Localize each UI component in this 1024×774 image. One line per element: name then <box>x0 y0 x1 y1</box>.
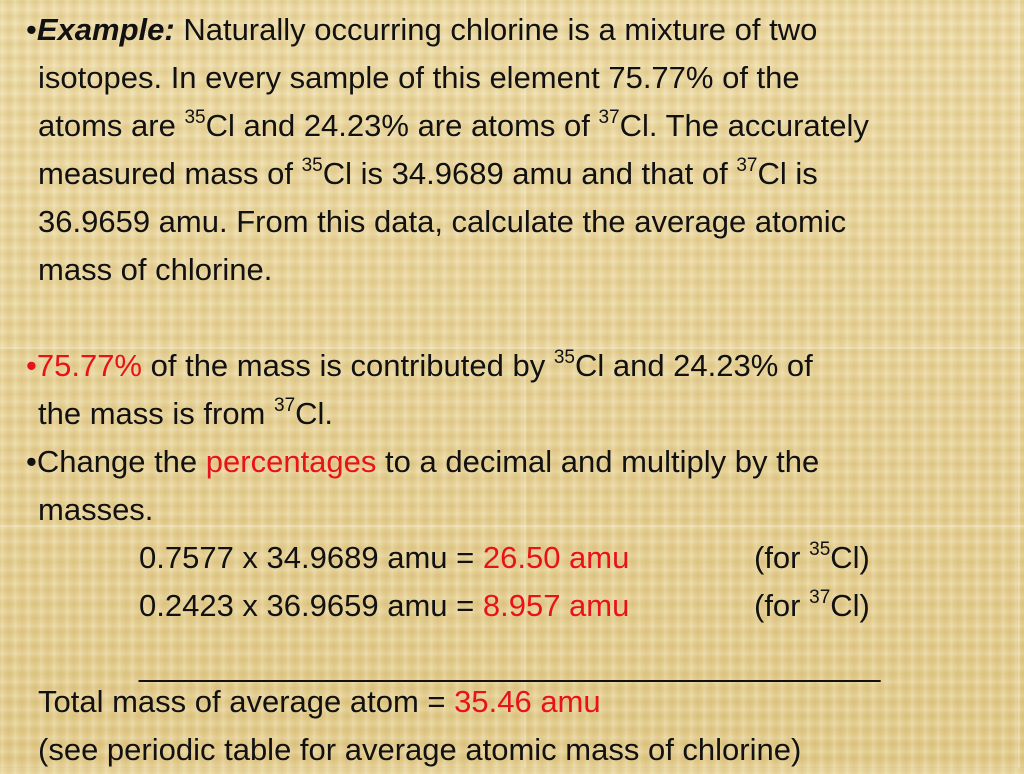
total-value: 35.46 amu <box>454 684 601 719</box>
slide-content <box>26 6 1013 774</box>
example-line-6: mass of chlorine. <box>38 252 273 287</box>
sum-rule: ___________________________________________ <box>139 648 881 683</box>
percentages-highlight: percentages <box>205 444 377 479</box>
calc-note: (for $^{37}$Cl) <box>754 587 870 623</box>
example-line-2: isotopes. In every sample of this element 75.77% of the <box>38 60 800 95</box>
bullet-symbol: • <box>26 12 37 47</box>
bullet-symbol: • <box>26 348 37 383</box>
isotope-superscript: 37 <box>274 395 296 416</box>
isotope-superscript: 35 <box>184 107 206 128</box>
isotope-superscript: 35 <box>809 539 831 560</box>
calc-expression: 0.7577 x 34.9689 amu = <box>139 540 483 575</box>
calc-result: 8.957 amu <box>482 588 630 623</box>
contribution-line-2: the mass is from $^{37}$Cl. <box>38 395 334 431</box>
isotope-superscript: 35 <box>301 155 323 176</box>
example-intro: Naturally occurring chlorine is a mixture of two <box>183 12 818 47</box>
change-line-1: •Change the percentages to a decimal and multiply by the <box>26 444 820 479</box>
calc-note: (for $^{35}$Cl) <box>754 539 870 575</box>
sum-rule-row <box>38 630 1013 683</box>
calculation-row-35 <box>38 534 1013 582</box>
calc-expression: 0.2423 x 36.9659 amu = <box>139 588 483 623</box>
isotope-superscript: 37 <box>736 155 758 176</box>
example-line-4: measured mass of $^{35}$Cl is 34.9689 amu and that of $^{37}$Cl is <box>38 155 818 191</box>
calculation-row-37 <box>38 582 1013 630</box>
percent-highlight: 75.77% <box>36 348 142 383</box>
texture-line <box>1018 0 1020 768</box>
example-line-1 <box>26 6 1013 54</box>
example-label: Example: <box>36 12 175 47</box>
bullet-symbol: • <box>26 444 37 479</box>
spacer <box>38 294 1013 342</box>
contribution-line-1: •75.77% of the mass is contributed by $^{35}$Cl and 24.23% of <box>26 347 813 383</box>
total-label: Total mass of average atom = <box>38 684 455 719</box>
isotope-superscript: 37 <box>809 587 831 608</box>
change-line-2: masses. <box>38 492 154 527</box>
isotope-superscript: 35 <box>553 347 575 368</box>
example-line-3: atoms are $^{35}$Cl and 24.23% are atoms of $^{37}$Cl. The accurately <box>38 107 869 143</box>
example-line-5: 36.9659 amu. From this data, calculate the average atomic <box>38 204 847 239</box>
isotope-superscript: 37 <box>598 107 620 128</box>
calc-result: 26.50 amu <box>482 540 630 575</box>
periodic-table-note: (see periodic table for average atomic mass of chlorine) <box>38 732 802 767</box>
